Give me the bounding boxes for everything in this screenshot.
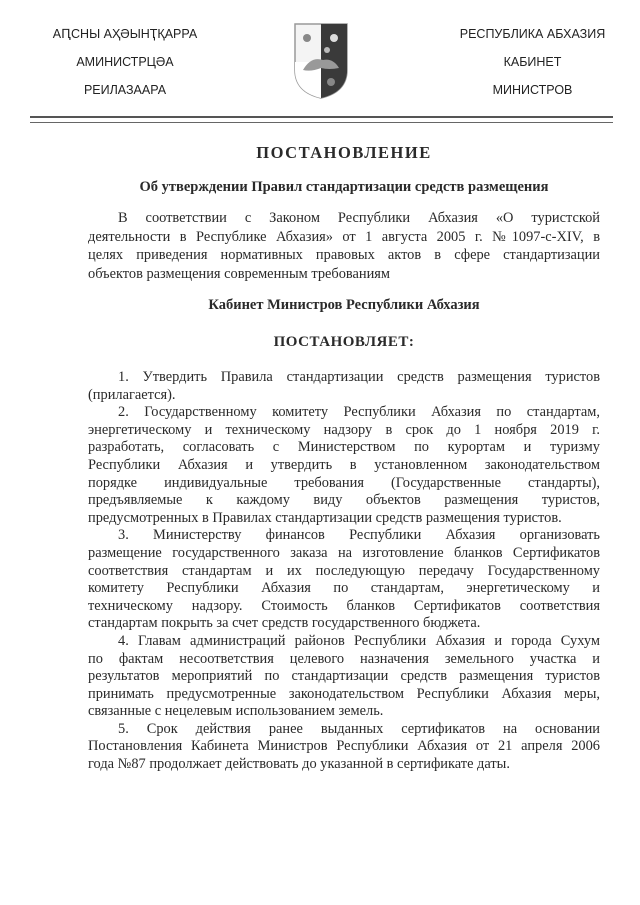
text-line: результатов мероприятий по стандартизации средств размещения туристов: [88, 668, 600, 685]
text-line: техническому надзору. Стоимость бланков Сертификатов соответствия: [88, 597, 600, 614]
text-line: 2. Государственному комитету Республики Абхазия по стандартам,: [118, 404, 600, 421]
text-line: соответствия стандартам и их последующую передачу Государственному: [88, 562, 600, 579]
text-line: энергетическому и техническому надзору в срок до 1 ноября 2019 г.: [88, 421, 600, 438]
text-line: связанные с нецелевым использованием земель.: [88, 703, 384, 720]
text-line: Республики Абхазия и утвердить в установленном законодательством: [88, 456, 600, 473]
header-left-line: АԤСНЫ АҲӘЫНҬҚАРРА: [52, 27, 198, 41]
text-line: стандартам покрыть за счет средств государственного бюджета.: [88, 615, 481, 632]
document-title: ПОСТАНОВЛЕНИЕ: [256, 143, 432, 162]
document-subtitle: Об утверждении Правил стандартизации средств размещения: [139, 179, 549, 195]
resolution-item: [88, 633, 600, 721]
resolution-item: [88, 369, 600, 404]
text-line: 1. Утвердить Правила стандартизации средств размещения туристов: [118, 369, 600, 385]
header-right-line: МИНИСТРОВ: [492, 83, 573, 97]
preamble-paragraph: [88, 209, 600, 284]
text-line: деятельности в Республике Абхазия» от 1 августа 2005 г. №1097-с-XIV, в: [88, 228, 600, 245]
text-line: 3. Министерству финансов Республики Абхазия организовать: [118, 527, 600, 544]
text-line: 4. Главам администраций районов Республики Абхазия и города Сухум: [118, 632, 600, 649]
text-line: объектов размещения современным требованиям: [88, 266, 391, 283]
header-divider: [30, 116, 613, 123]
text-line: целях приведения нормативных правовых актов в сфере стандартизации: [88, 247, 600, 264]
text-line: В соответствии с Законом Республики Абхазия «О туристской: [118, 210, 600, 226]
resolution-items: [88, 369, 600, 774]
resolution-item: [88, 404, 600, 527]
header-right-line: РЕСПУБЛИКА АБХАЗИЯ: [459, 27, 606, 41]
text-line: предусмотренных в Правилах стандартизации средств размещения туристов.: [88, 509, 562, 526]
text-line: разработать, согласовать с Министерством по курортам и туризму: [88, 439, 600, 456]
resolves-heading: ПОСТАНОВЛЯЕТ:: [273, 334, 415, 350]
text-line: принимать предусмотренные законодательством Республики Абхазия меры,: [88, 685, 600, 702]
text-line: Постановления Кабинета Министров Республики Абхазия от 21 апреля 2006: [88, 738, 600, 755]
header-abkhaz: [40, 20, 210, 104]
text-line: года №87 продолжает действовать до указанной в сертификате даты.: [88, 756, 510, 773]
header-right-line: КАБИНЕТ: [503, 55, 562, 69]
resolution-item: [88, 527, 600, 633]
resolution-item: [88, 721, 600, 774]
text-line: 5. Срок действия ранее выданных сертификатов на основании: [118, 720, 600, 737]
header-left-line: АМИНИСТРЦӘА: [76, 55, 174, 69]
text-line: по фактам несоответствия целевого назначения земельного участка и: [88, 650, 600, 667]
text-line: порядке индивидуальные требования (Государственные стандарты),: [88, 474, 600, 491]
issuing-body: Кабинет Министров Республики Абхазия: [208, 297, 480, 313]
preamble: [88, 209, 600, 284]
coat-of-arms-emblem-icon: [293, 22, 349, 100]
header-left-line: РЕИЛАЗААРА: [83, 83, 167, 97]
text-line: размещение государственного заказа на изготовление бланков Сертификатов: [88, 544, 600, 561]
text-line: (прилагается).: [88, 386, 176, 403]
text-line: комитету Республики Абхазия по стандартам, энергетическому и: [88, 580, 600, 597]
header-russian: [445, 20, 620, 104]
text-line: предъявляемые к каждому виду объектов размещения туристов,: [88, 492, 600, 509]
